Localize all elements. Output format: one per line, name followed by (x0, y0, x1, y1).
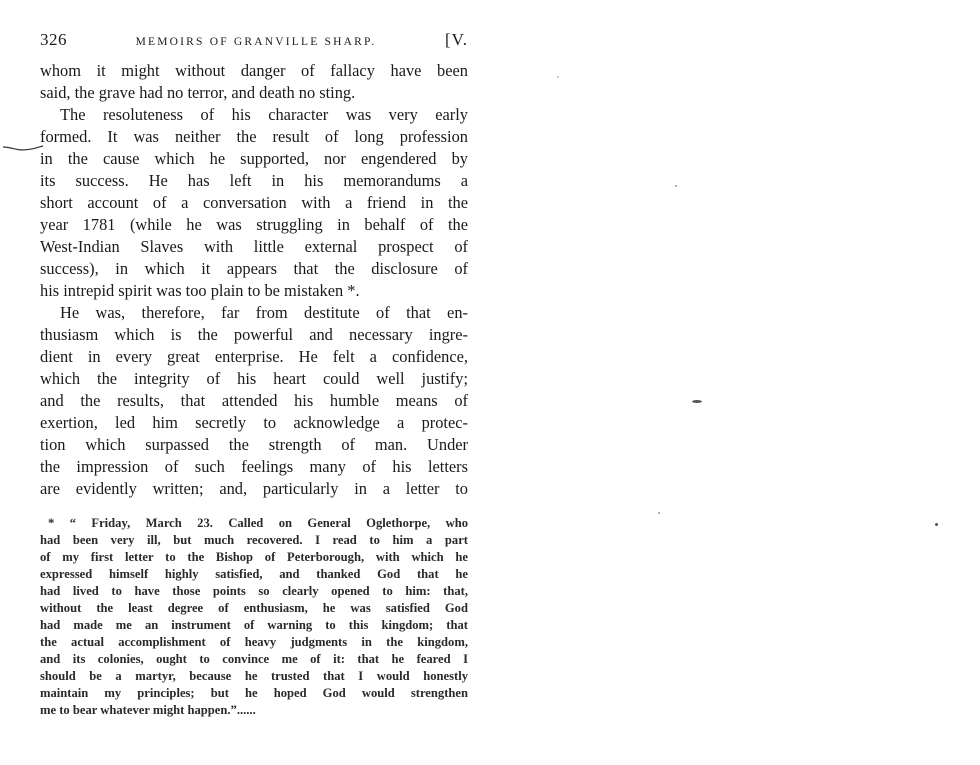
body-line: exertion, led him secretly to acknowledge a protec- (40, 413, 468, 432)
body-line: thusiasm which is the powerful and necessary ingre- (40, 325, 468, 344)
body-line: year 1781 (while he was struggling in behalf of the (40, 215, 468, 234)
scan-speck (675, 185, 677, 187)
footnote-line: without the least degree of enthusiasm, he was satisfied God (40, 601, 468, 615)
scan-speck (658, 512, 660, 514)
body-text (40, 60, 468, 500)
body-line: the impression of such feelings many of his letters (40, 457, 468, 476)
body-line: its success. He has left in his memorandums a (40, 171, 468, 190)
footnote-line: had been very ill, but much recovered. I read to him a part (40, 533, 468, 547)
text-block (40, 30, 468, 719)
footnote-line: maintain my principles; but he hoped God would strengthen (40, 686, 468, 700)
footnote-line: expressed himself highly satisfied, and thanked God that he (40, 567, 468, 581)
footnote-line: had made me an instrument of warning to this kingdom; that (40, 618, 468, 632)
body-line: said, the grave had no terror, and death no sting. (40, 83, 356, 102)
footnote-line: the actual accomplishment of heavy judgments in the kingdom, (40, 635, 468, 649)
footnote-line: and its colonies, ought to convince me of it: that he feared I (40, 652, 468, 666)
page-number: 326 (40, 30, 67, 49)
running-title: MEMOIRS OF GRANVILLE SHARP. (135, 36, 377, 48)
body-line: West-Indian Slaves with little external prospect of (40, 237, 468, 256)
footnote-line: * “ Friday, March 23. Called on General Oglethorpe, who (48, 516, 468, 530)
scan-speck (692, 400, 702, 403)
body-line: his intrepid spirit was too plain to be mistaken *. (40, 281, 360, 300)
footnote-line: me to bear whatever might happen.”...... (40, 703, 256, 717)
body-line: The resoluteness of his character was very early (60, 105, 468, 124)
footnote (40, 515, 468, 719)
footnote-line: had lived to have those points so clearly opened to him: that, (40, 584, 468, 598)
running-head (40, 30, 468, 60)
scan-speck (935, 523, 938, 526)
footnote-line: of my first letter to the Bishop of Peterborough, with which he (40, 550, 468, 564)
body-line: tion which surpassed the strength of man. Under (40, 435, 468, 454)
pencil-margin-mark (2, 138, 44, 156)
body-line: are evidently written; and, particularly in a letter to (40, 479, 468, 498)
body-line: which the integrity of his heart could well justify; (40, 369, 468, 388)
body-line: short account of a conversation with a friend in the (40, 193, 468, 212)
body-line: success), in which it appears that the disclosure of (40, 259, 468, 278)
body-line: formed. It was neither the result of long profession (40, 127, 468, 146)
body-line: He was, therefore, far from destitute of that en- (60, 303, 468, 322)
chapter-marker: [V. (445, 30, 468, 49)
body-line: dient in every great enterprise. He felt a confidence, (40, 347, 468, 366)
scan-speck (557, 76, 559, 78)
body-line: whom it might without danger of fallacy have been (40, 61, 468, 80)
body-line: and the results, that attended his humble means of (40, 391, 468, 410)
body-line: in the cause which he supported, nor engendered by (40, 149, 468, 168)
footnote-line: should be a martyr, because he trusted that I would honestly (40, 669, 468, 683)
